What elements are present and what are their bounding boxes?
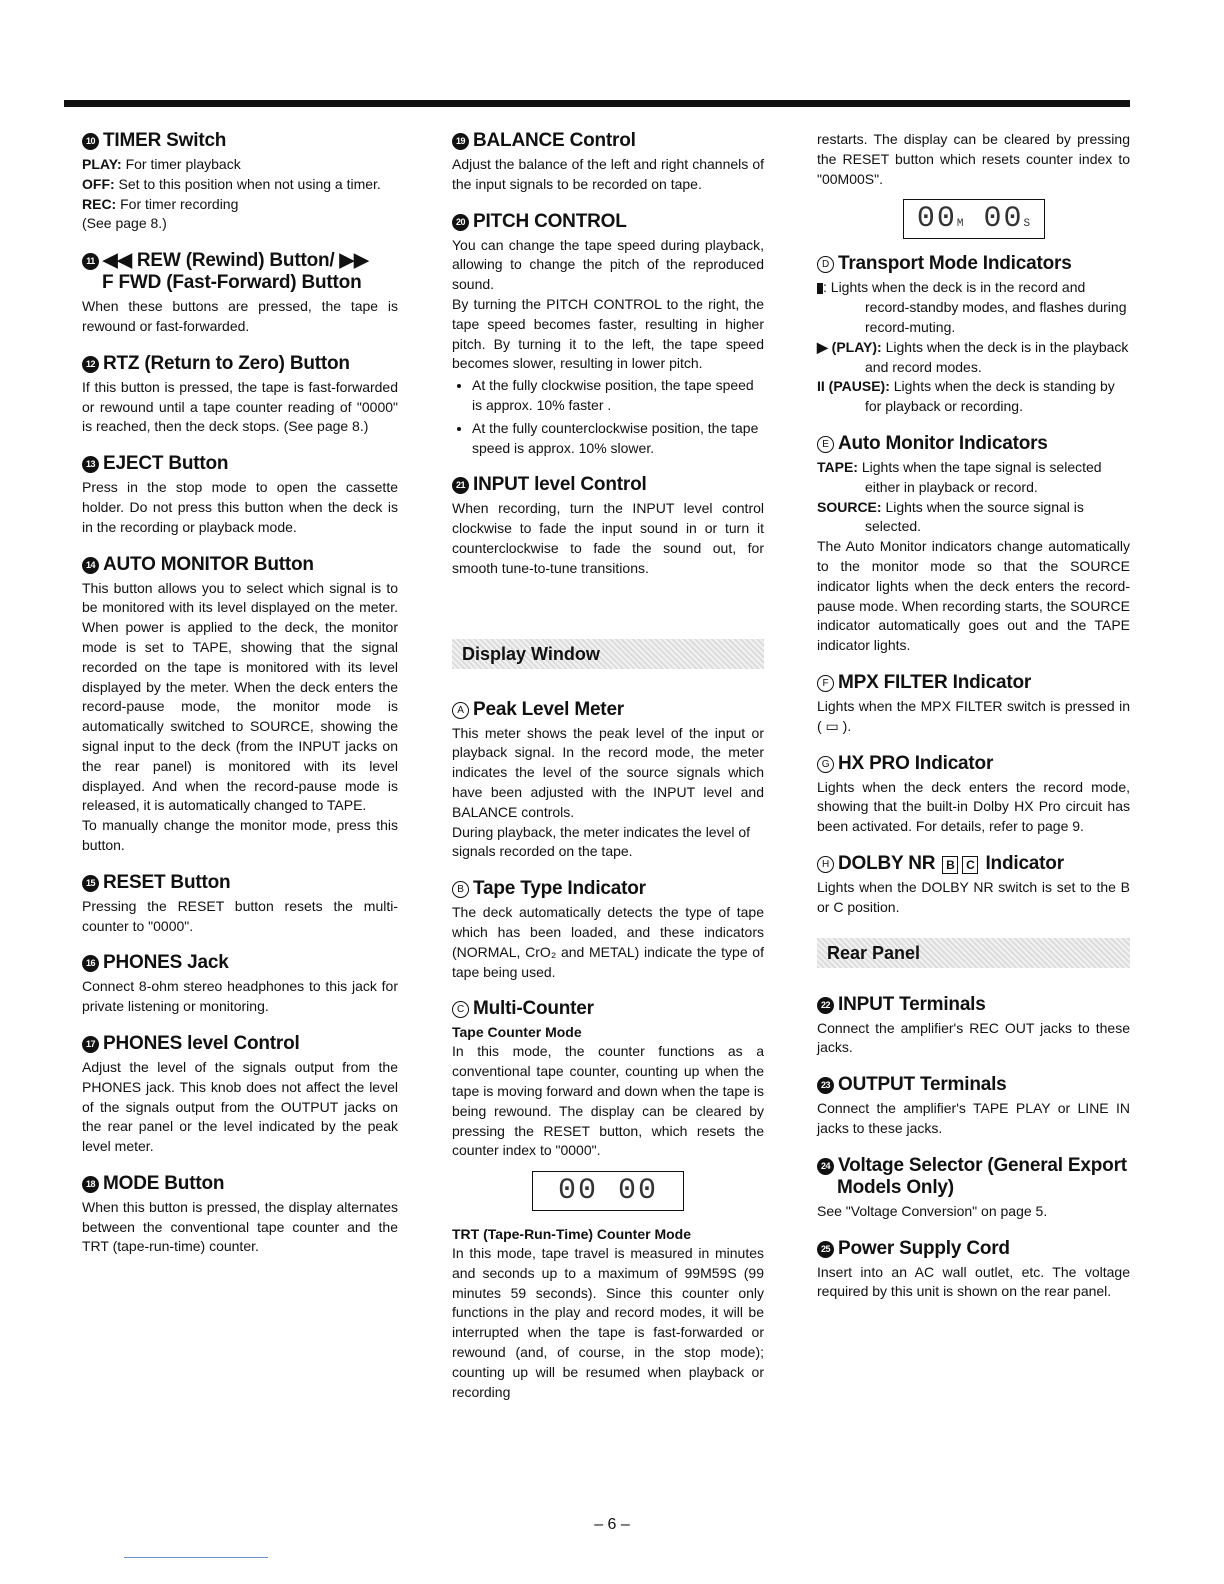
section-mpx-filter <box>817 672 1130 737</box>
footer-link-line <box>124 1557 268 1558</box>
section-heading <box>452 878 764 900</box>
section-voltage-selector <box>817 1155 1130 1222</box>
section-body: This meter shows the peak level of the input or playback signal. In the record mode, the meter indicates the level of the source signals which have been adjusted with the INPUT level and BALANCE controls. <box>452 724 764 820</box>
section-body: Connect 8-ohm stereo headphones to this jack for private listening or monitoring. <box>82 978 398 1015</box>
section-body: Pressing the RESET button resets the multi-counter to "0000". <box>82 897 398 934</box>
option-text: Set to this position when not using a timer. <box>118 175 381 192</box>
section-heading <box>817 1238 1130 1260</box>
list-item: • At the fully clockwise position, the tape speed is approx. 10% faster . <box>472 376 764 416</box>
section-body: See "Voltage Conversion" on page 5. <box>817 1202 1048 1219</box>
list-item: • At the fully counterclockwise position, the tape speed is approx. 10% slower. <box>472 419 764 459</box>
section-heading <box>817 433 1130 455</box>
heading-text: MPX FILTER Indicator <box>838 671 1032 693</box>
section-body: This button allows you to select which signal is to be monitored with its level displayed on the meter. When power is applied to the deck, the monitor mode is set to TAPE, showing that the signal recorded on the tape is monitored with its level displayed by the meter. When the deck enters the record-pause mode, the monitor mode is automatically switched to SOURCE, showing the signal input to the deck (from the INPUT jacks on the rear panel) is monitored with its level displayed. And when the record-pause mode is released, it is automatically changed to TAPE. <box>82 579 398 814</box>
section-auto-monitor-indicators <box>817 433 1130 656</box>
heading-text: AUTO MONITOR Button <box>103 553 314 575</box>
section-body: Connect the amplifier's REC OUT jacks to these jacks. <box>817 1019 1130 1056</box>
column-2 <box>452 130 764 1418</box>
section-heading <box>82 952 398 974</box>
item-number: 22 <box>817 997 834 1014</box>
heading-text: Auto Monitor Indicators <box>838 432 1048 454</box>
item-number: 14 <box>82 557 99 574</box>
heading-text: DOLBY NR <box>838 852 936 874</box>
option-text: For timer recording <box>120 195 239 212</box>
subheading: Tape Counter Mode <box>452 1024 582 1041</box>
section-body: Adjust the level of the signals output from the PHONES jack. This knob does not affect the level of the signals output from the OUTPUT jacks on the rear panel or the level indicated by the peak level meter. <box>82 1058 398 1155</box>
item-number: 19 <box>452 133 469 150</box>
heading-text: PHONES level Control <box>103 1032 300 1054</box>
section-body: If this button is pressed, the tape is fast-forwarded or rewound until a tape counter reading of "0000" is reached, then the deck stops. (See page 8.) <box>82 378 398 435</box>
lcd-m-label: M <box>956 218 964 231</box>
lcd-minutes: 00 <box>916 202 957 237</box>
heading-text: OUTPUT Terminals <box>838 1074 1007 1096</box>
section-input-level <box>452 474 764 578</box>
timer-note: (See page 8.) <box>82 215 167 232</box>
section-heading <box>817 853 1130 875</box>
section-mode <box>82 1173 398 1257</box>
trt-counter-display <box>903 199 1045 239</box>
heading-text: RESET Button <box>103 871 231 893</box>
column-1 <box>82 130 398 1273</box>
heading-text: PITCH CONTROL <box>473 210 627 232</box>
section-reset <box>82 872 398 937</box>
item-letter: B <box>452 881 469 898</box>
heading-text: Tape Type Indicator <box>473 878 646 900</box>
heading-text: HX PRO Indicator <box>838 752 994 774</box>
heading-text: ◀◀ REW (Rewind) Button/ ▶▶ <box>103 250 369 272</box>
heading-text: BALANCE Control <box>473 130 636 151</box>
section-output-terminals <box>817 1074 1130 1139</box>
item-letter: E <box>817 436 834 453</box>
section-balance <box>452 130 764 195</box>
heading-text-line2: Models Only) <box>837 1176 954 1198</box>
section-heading <box>82 353 398 375</box>
section-body: Press in the stop mode to open the cassette holder. Do not press this button when the deck is in the recording or playback mode. <box>82 479 398 535</box>
item-number: 11 <box>82 253 99 270</box>
section-body: In this mode, the counter functions as a conventional tape counter, counting up when the tape is moving forward and down when the tape is being rewound. The display can be cleared by pressing the RESET button, which resets the counter index to "0000". <box>452 1043 764 1159</box>
heading-text: Peak Level Meter <box>473 698 624 720</box>
item-number: 12 <box>82 356 99 373</box>
heading-text: Transport Mode Indicators <box>838 253 1072 275</box>
indicator-label: ▶ (PLAY): <box>817 338 882 355</box>
section-heading <box>82 872 398 894</box>
item-number: 21 <box>452 477 469 494</box>
section-input-terminals <box>817 994 1130 1059</box>
section-pitch <box>452 211 764 459</box>
section-peak-meter <box>452 699 764 863</box>
top-rule <box>64 100 1130 107</box>
continued-text: restarts. The display can be cleared by pressing the RESET button which resets counter index to "00M00S". <box>817 131 1130 187</box>
option-text: For timer playback <box>125 156 241 172</box>
heading-text: RTZ (Return to Zero) Button <box>103 352 350 374</box>
section-dolby-nr <box>817 853 1130 918</box>
section-heading <box>82 1033 398 1055</box>
item-number: 13 <box>82 456 99 473</box>
section-heading <box>452 211 764 233</box>
indicator-text: : Lights when the deck is in the record and record-standby modes, and flashes during record-muting. <box>823 279 1127 335</box>
section-body: Connect the amplifier's TAPE PLAY or LINE IN jacks to these jacks. <box>817 1100 1130 1136</box>
section-phones-level <box>82 1033 398 1157</box>
section-body: Adjust the balance of the left and right channels of the input signals to be recorded on tape. <box>452 156 764 192</box>
section-auto-monitor <box>82 554 398 856</box>
section-body: The Auto Monitor indicators change automatically to the monitor mode so that the SOURCE indicator lights when the deck enters the record-pause mode. When recording starts, the SOURCE indicator automatically goes out and the TAPE indicator lights. <box>817 538 1130 654</box>
heading-text: INPUT level Control <box>473 474 647 496</box>
option-label: PLAY: <box>82 156 122 172</box>
section-body: You can change the tape speed during playback, allowing to change the pitch of the reproduced sound. <box>452 236 764 293</box>
item-number: 15 <box>82 875 99 892</box>
heading-text: Voltage Selector (General Export <box>838 1154 1127 1176</box>
heading-text: INPUT Terminals <box>838 993 986 1015</box>
section-heading <box>82 1173 398 1195</box>
heading-text-2: Indicator <box>985 852 1064 874</box>
item-letter: D <box>817 256 834 273</box>
section-body: Insert into an AC wall outlet, etc. The voltage required by this unit is shown on the rear panel. <box>817 1263 1130 1300</box>
section-timer <box>82 130 398 234</box>
section-rtz <box>82 353 398 437</box>
indicator-label: SOURCE: <box>817 498 882 515</box>
item-letter: H <box>817 856 834 873</box>
section-body: Lights when the deck enters the record mode, showing that the built-in Dolby HX Pro circuit has been activated. For details, refer to page 9. <box>817 778 1130 835</box>
section-tape-type <box>452 878 764 982</box>
section-eject <box>82 453 398 537</box>
lcd-s-label: S <box>1023 218 1031 231</box>
lcd-seconds: 00 <box>983 202 1024 237</box>
section-body-2: In this mode, tape travel is measured in minutes and seconds up to a maximum of 99M59S (99 minutes 59 seconds). Since this counter only functions in the play and record modes, it will be interrupted when the tape is fast-forwarded or rewound (and, of course, in the stop mode); counting up will be resumed when playback or recording <box>452 1245 764 1400</box>
heading-text: TIMER Switch <box>103 130 227 151</box>
section-body-2: To manually change the monitor mode, press this button. <box>82 817 398 853</box>
section-phones <box>82 952 398 1017</box>
tape-indicator-row <box>817 458 1130 498</box>
subheading: TRT (Tape-Run-Time) Counter Mode <box>452 1226 692 1243</box>
section-body-2: During playback, the meter indicates the level of signals recorded on the tape. <box>452 823 751 860</box>
section-multi-counter <box>452 998 764 1402</box>
item-number: 10 <box>82 133 99 150</box>
timer-option <box>82 175 398 195</box>
option-label: OFF: <box>82 175 115 192</box>
item-number: 25 <box>817 1241 834 1258</box>
timer-option <box>82 155 398 175</box>
section-transport-indicators <box>772 253 1130 417</box>
item-number: 17 <box>82 1036 99 1053</box>
section-heading <box>817 994 1130 1016</box>
section-body: Lights when the MPX FILTER switch is pressed in ( ▭ ). <box>817 697 1130 734</box>
section-body: When this button is pressed, the display alternates between the conventional tape counter and the TRT (tape-run-time) counter. <box>82 1198 398 1255</box>
item-letter: A <box>452 702 469 719</box>
section-body: When these buttons are pressed, the tape is rewound or fast-forwarded. <box>82 298 398 334</box>
indicator-text: Lights when the tape signal is selected either in playback or record. <box>861 458 1102 495</box>
play-indicator-row <box>817 338 1130 378</box>
item-number: 20 <box>452 214 469 231</box>
section-body: When recording, turn the INPUT level control clockwise to fade the input sound in or turn it counterclockwise to fade the sound out, for smooth tune-to-tune transitions. <box>452 500 764 576</box>
rec-indicator-row <box>772 278 1130 337</box>
page-number: – 6 – <box>594 1516 630 1533</box>
item-letter: G <box>817 756 834 773</box>
section-heading <box>82 130 398 152</box>
section-heading <box>452 130 764 152</box>
section-heading <box>452 474 764 496</box>
section-body: The deck automatically detects the type of tape which has been loaded, and these indicators (NORMAL, CrO₂ and METAL) indicate the type of tape being used. <box>452 904 764 980</box>
item-letter: C <box>452 1001 469 1018</box>
counter-display: 00 00 <box>532 1171 684 1211</box>
heading-text: MODE Button <box>103 1172 225 1194</box>
pitch-bullets <box>452 376 764 458</box>
rec-badge: REC <box>817 283 823 294</box>
heading-text: PHONES Jack <box>103 952 229 974</box>
section-body: Lights when the DOLBY NR switch is set to the B or C position. <box>817 878 1130 915</box>
indicator-label: II (PAUSE): <box>817 378 890 395</box>
indicator-label: TAPE: <box>817 458 858 475</box>
section-heading <box>82 250 398 294</box>
column-3 <box>772 130 1130 1318</box>
timer-option <box>82 195 398 215</box>
item-number: 18 <box>82 1176 99 1193</box>
section-body-2: By turning the PITCH CONTROL to the right, the tape speed becomes faster, resulting in higher pitch. By turning it to the left, the tape speed becomes slower, resulting in lower pitch. <box>452 295 764 372</box>
section-heading <box>452 998 764 1020</box>
indicator-text: Lights when the deck is in the playback and record modes. <box>865 338 1129 375</box>
section-heading <box>817 1074 1130 1096</box>
item-number: 24 <box>817 1158 834 1175</box>
section-heading <box>817 672 1130 694</box>
heading-text: Power Supply Cord <box>838 1237 1010 1259</box>
display-window-banner: Display Window <box>452 639 764 669</box>
heading-text: Multi-Counter <box>473 998 594 1020</box>
item-letter: F <box>817 675 834 692</box>
indicator-text: Lights when the deck is standing by for playback or recording. <box>865 378 1115 415</box>
dolby-c-box: C <box>962 856 978 874</box>
section-heading <box>817 1155 1130 1199</box>
section-heading <box>82 554 398 576</box>
section-hx-pro <box>817 753 1130 837</box>
heading-text-line2: F FWD (Fast-Forward) Button <box>102 272 362 294</box>
item-number: 16 <box>82 955 99 972</box>
heading-text: EJECT Button <box>103 453 229 475</box>
item-number: 23 <box>817 1077 834 1094</box>
section-heading <box>817 253 1130 275</box>
section-heading <box>452 699 764 721</box>
dolby-b-box: B <box>942 856 958 874</box>
section-power-cord <box>817 1238 1130 1303</box>
section-heading <box>82 453 398 475</box>
option-label: REC: <box>82 195 117 212</box>
pause-indicator-row <box>817 377 1130 417</box>
section-rew-ffwd <box>82 250 398 337</box>
rear-panel-banner: Rear Panel <box>817 938 1130 968</box>
indicator-text: Lights when the source signal is selected. <box>865 498 1084 535</box>
timer-options <box>82 155 398 234</box>
source-indicator-row <box>817 498 1130 538</box>
section-heading <box>817 753 1130 775</box>
